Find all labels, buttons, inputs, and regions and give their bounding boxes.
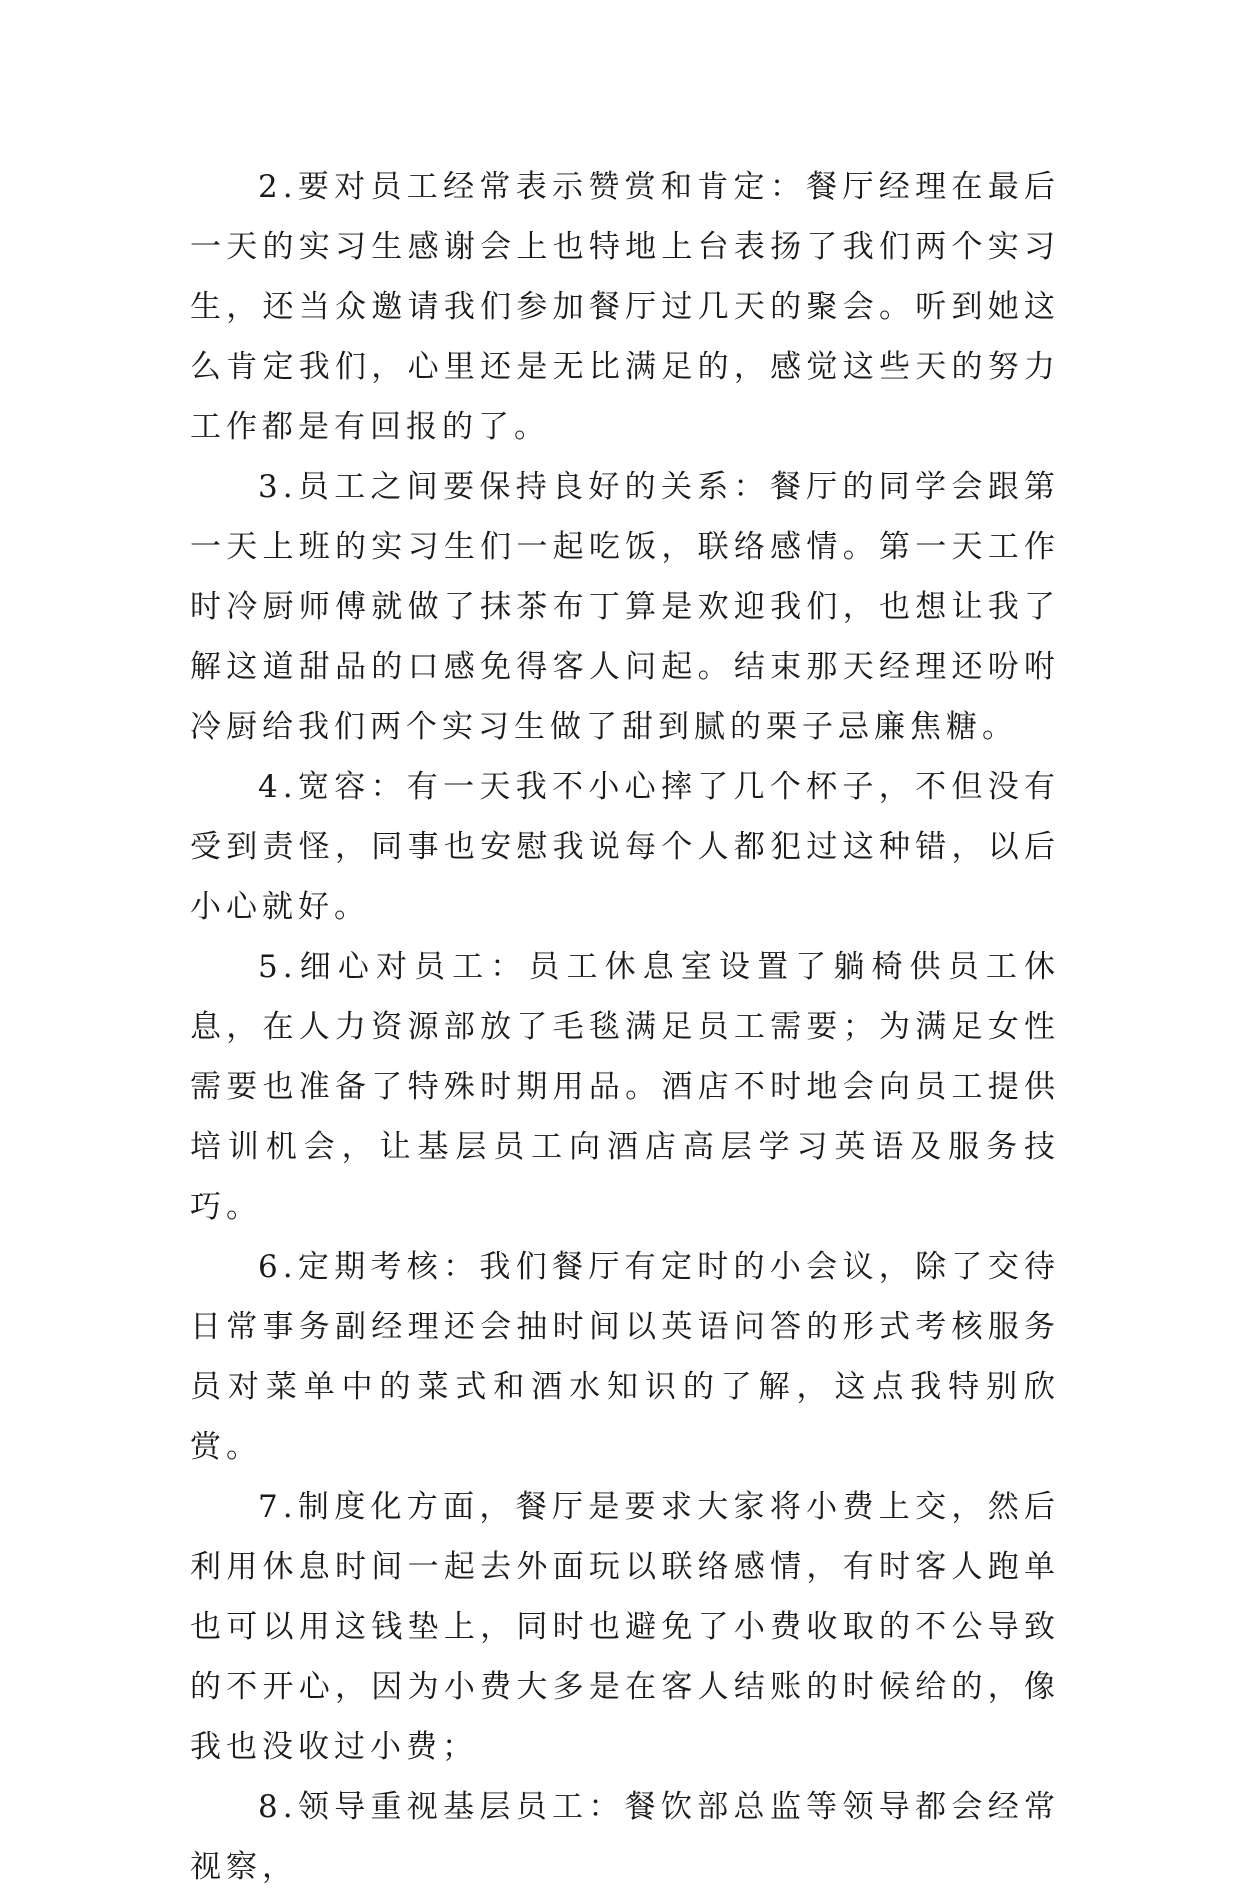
paragraph-assessment: 6.定期考核：我们餐厅有定时的小会议，除了交待日常事务副经理还会抽时间以英语问答的形式考核服务员对菜单中的菜式和酒水知识的了解，这点我特别欣赏。 bbox=[190, 1249, 1060, 1465]
paragraph-tolerance: 4.宽容：有一天我不小心摔了几个杯子，不但没有受到责怪，同事也安慰我说每个人都犯过这种错，以后小心就好。 bbox=[190, 769, 1060, 925]
paragraph-relationships: 3.员工之间要保持良好的关系：餐厅的同学会跟第一天上班的实习生们一起吃饭，联络感情。第一天工作时冷厨师傅就做了抹茶布丁算是欢迎我们，也想让我了解这道甜品的口感免得客人问起。结束那天经理还吩咐冷厨给我们两个实习生做了甜到腻的栗子忌廉焦糖。 bbox=[190, 469, 1060, 745]
paragraph-praise: 2.要对员工经常表示赞赏和肯定：餐厅经理在最后一天的实习生感谢会上也特地上台表扬了我们两个实习生，还当众邀请我们参加餐厅过几天的聚会。听到她这么肯定我们，心里还是无比满足的，感觉这些天的努力工作都是有回报的了。 bbox=[190, 169, 1060, 445]
document-body bbox=[190, 157, 1060, 1897]
paragraph-leadership: 8.领导重视基层员工：餐饮部总监等领导都会经常视察， bbox=[190, 1789, 1060, 1885]
paragraph-system: 7.制度化方面，餐厅是要求大家将小费上交，然后利用休息时间一起去外面玩以联络感情，有时客人跑单也可以用这钱垫上，同时也避免了小费收取的不公导致的不开心，因为小费大多是在客人结账的时候给的，像我也没收过小费； bbox=[190, 1489, 1060, 1765]
paragraph-care: 5.细心对员工：员工休息室设置了躺椅供员工休息，在人力资源部放了毛毯满足员工需要；为满足女性需要也准备了特殊时期用品。酒店不时地会向员工提供培训机会，让基层员工向酒店高层学习英语及服务技巧。 bbox=[190, 949, 1060, 1225]
